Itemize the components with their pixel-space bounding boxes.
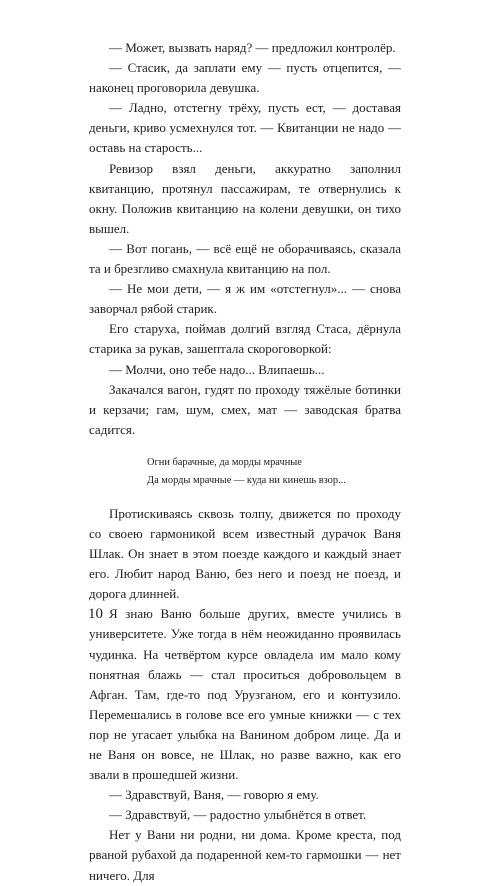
paragraph: Ревизор взял деньги, аккуратно заполнил квитанцию, протянул пассажирам, те отвернулись к окну. Положив квитанцию на колени девушки, он тихо вышел. [89,160,401,236]
paragraph: — Вот погань, — всё ещё не оборачиваясь, сказала та и брезгливо смахнула квитанцию на пол. [89,240,401,277]
paragraph: — Молчи, оно тебе надо... Влипаешь... [109,361,325,377]
page-number: 10 [88,606,103,622]
paragraph: — Здравствуй, Ваня, — говорю я ему. [109,787,319,803]
paragraph: — Здравствуй, — радостно улыбнётся в ответ. [109,807,367,823]
paragraph: — Ладно, отстегну трёху, пусть ест, — доставая деньги, криво усмехнулся тот. — Квитанции не надо — оставь на старость... [89,100,401,156]
paragraph: — Не мои дети, — я ж им «отстегнул»... — снова заворчал рябой старик. [89,281,401,317]
paragraph: Закачался вагон, гудят по проходу тяжёлые ботинки и керзачи; гам, шум, смех, мат — заводская братва садится. [89,381,401,437]
epigraph-line: Да морды мрачные — куда ни кинешь взор... [147,474,346,486]
paragraph: Я знаю Ваню больше других, вместе учились в университете. Уже тогда в нём неожиданно проявилась чудинка. На четвёртом курсе овладела им мало кому понятная блажь — стал проситься добровольцем в Афган. Там, где-то под Урузганом, его и контузило. Перемешались в голове все его умные книжки — с тех пор не угасает улыбка на Ванином добром лице. Да и не Ваня он вовсе, не Шлак, но разве важно, как его звали в прошедшей жизни. [89,606,401,783]
page-body [89,38,401,886]
paragraph: Нет у Вани ни родни, ни дома. Кроме креста, под рваной рубахой да подаренной кем-то гармошки — нет ничего. Для [89,827,401,883]
epigraph-line: Огни барачные, да морды мрачные [147,456,302,468]
paragraph: — Может, вызвать наряд? — предложил контролёр. [109,40,396,55]
text-block-top [89,38,401,440]
text-block-bottom [89,504,401,886]
paragraph: Протискиваясь сквозь толпу, движется по проходу со своею гармоникой всем известный дурачок Ваня Шлак. Он знает в этом поезде каждого и каждый знает его. Любит народ Ваню, без него и поезд не поезд, и дорога длинней. [89,505,401,602]
epigraph [147,454,401,490]
paragraph: — Стасик, да заплати ему — пусть отцепится, — наконец проговорила девушка. [89,60,401,96]
paragraph: Его старуха, поймав долгий взгляд Стаса, дёрнула старика за рукав, зашептала скороговоркой: [89,321,401,357]
